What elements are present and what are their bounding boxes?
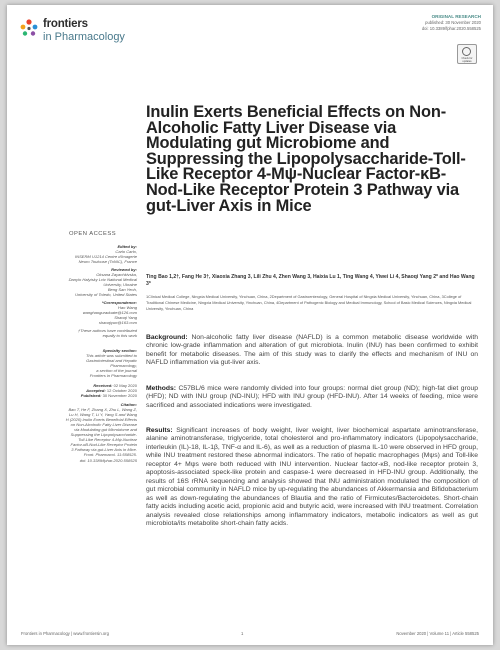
- methods-label: Methods:: [146, 385, 176, 392]
- footer-volume: November 2020 | Volume 11 | Article 558525: [396, 631, 479, 636]
- results-text: Significant increases of body weight, liver weight, liver biochemical aspartate aminotransferase, alanine aminotransferase, triglyceride, total cholesterol and pro-inflammatory indicators (Lipopolysaccharide, interleukin (IL)-18, IL-1β, TNF-α and IL-6), as well as a reduction of plasma IL-10 were observed in HFD group, while INU treatment restored these abnormal indicators. The ratio of hepatic macrophages (Mψs) and Toll-like receptor 4+ Mψs were both reduced with INU intervention. Nuclear factor-κB, nod-like receptor protein 3, apoptosis-associated speck-like protein and caspase-1 were decreased in HFD-INU group. Additionally, the results of 16S rRNA sequencing and analysis showed that INU administration modulated the composition of gut microbial community in NAFLD mice by up-regulating the abundances of Akkermansia and Bifidobacterium as well as down-regulating the abundances of Blautia and the ratio of Firmicutes/Bacteroidetes. Short-chain fatty acids including acetic acid, propionic acid and butyric acid, were increased with INU treatment. Correlation analysis revealed close relationships among inflammatory indicators, metabolic indicators as well as gut microbiota/its metabolite short-chain fatty acids.: [146, 427, 478, 527]
- reviewed-by-label: Reviewed by:: [111, 267, 137, 272]
- editor-line: Neuro Toulouse (ToNIC), France: [78, 259, 137, 265]
- correspondence-name: Shaoqi Yang: [114, 315, 137, 321]
- abstract-results: [146, 427, 478, 528]
- citation-line: 3 Pathway via gut-Liver Axis in Mice.: [71, 447, 137, 453]
- article-title: Inulin Exerts Beneficial Effects on Non-Alcoholic Fatty Liver Disease via Modulating gut Microbiome and Suppressing the Lipopolysaccharide-Toll-Like Receptor 4-Mψ-Nuclear Factor-κB-Nod-Like Receptor Protein 3 Pathway via gut-Liver Axis in Mice: [146, 103, 466, 215]
- frontiers-logo-icon: [19, 18, 39, 38]
- citation-line: Bao T, He F, Zhang X, Zhu L, Wang Z,: [68, 407, 137, 413]
- accepted-date: 12 October 2020: [106, 388, 137, 394]
- reviewer-line: Beng San Yeoh,: [107, 287, 137, 293]
- citation-line: on Non-Alcoholic Fatty Liver Disease: [70, 422, 137, 428]
- equal-contribution-note: [19, 328, 137, 338]
- correspondence-name: Hao Wang: [117, 305, 137, 311]
- footer-journal[interactable]: Frontiers in Pharmacology | www.frontiersin.org: [21, 631, 109, 636]
- update-icon: [462, 47, 471, 56]
- article-page: [7, 5, 493, 645]
- editor-line: Carlo Carlo,: [115, 249, 137, 255]
- specialty-line: Gastrointestinal and Hepatic: [86, 358, 137, 364]
- background-text: Non-alcoholic fatty liver disease (NAFLD) is a common metabolic disease worldwide with chronic low-grade inflammation and alteration of gut microbiota. Inulin (INU) has been confirmed to exhibit benefit for metabolic diseases. The aim of this study was to clarify the effects and mechanism of INU on NAFLD inflammation via gut-liver axis.: [146, 334, 478, 367]
- frontiers-logo[interactable]: [19, 16, 139, 50]
- note-line: equally to this work: [102, 333, 137, 339]
- abstract-background: [146, 334, 478, 368]
- author-list: Ting Bao 1,2†, Fang He 3†, Xiaoxia Zhang 3, Lili Zhu 4, Zhen Wang 3, Haixia Lu 1, Ting Wang 4, Yiwei Li 4, Shaoqi Yang 2* and Hao Wang 3*: [146, 274, 475, 287]
- citation-line: Toll-Like Receptor 4-Mψ-Nuclear: [78, 437, 137, 443]
- specialty-line: a section of the journal: [96, 368, 137, 374]
- background-label: Background:: [146, 334, 188, 341]
- reviewed-by: [19, 267, 137, 297]
- reviewer-line: Danylo Halytsky Lviv National Medical: [68, 277, 137, 283]
- citation-line: via Modulating gut Microbiome and: [74, 427, 137, 433]
- check-for-updates-badge[interactable]: [457, 44, 477, 64]
- reviewer-line: University, Ukraine: [103, 282, 137, 288]
- specialty-line: Frontiers in Pharmacology: [89, 373, 137, 379]
- page-number: 1: [241, 631, 244, 636]
- journal-name: in Pharmacology: [43, 31, 125, 43]
- correspondence-email[interactable]: wanghaoguraduate@126.com: [82, 310, 137, 316]
- received-label: Received:: [93, 383, 113, 388]
- open-access-label: OPEN ACCESS: [69, 231, 117, 237]
- specialty-line: Pharmacology,: [110, 363, 137, 369]
- citation-line: Front. Pharmacol. 11:558525.: [83, 452, 137, 458]
- methods-text: C57BL/6 mice were randomly divided into four groups: normal diet group (ND); high-fat diet group (HFD); ND with INU group (ND-INU); HFD with INU group (HFD-INU). After 14 weeks of feeding, mice were sacrificed and associated indications were investigated.: [146, 385, 478, 409]
- doi[interactable]: doi: 10.3389/fphar.2020.558525: [421, 26, 481, 31]
- citation-line: H (2020) Inulin Exerts Beneficial Effects: [65, 417, 137, 423]
- citation-doi[interactable]: doi: 10.3389/fphar.2020.558525: [79, 457, 137, 463]
- abstract-methods: [146, 385, 478, 410]
- citation-label: Citation:: [120, 402, 137, 407]
- article-meta: [422, 14, 481, 32]
- published-row: [19, 393, 137, 398]
- reviewer-line: University of Toledo, United States: [75, 292, 137, 298]
- note-line: †These authors have contributed: [77, 328, 137, 333]
- editor-line: INSERM U1214 Centre d'Imagerie: [75, 254, 137, 260]
- citation-line: Factor-κB-Nod-Like Receptor Protein: [70, 442, 137, 448]
- citation: [19, 402, 137, 463]
- article-dates: [19, 383, 137, 398]
- correspondence-label: *Correspondence:: [101, 300, 137, 305]
- edited-by-label: Edited by:: [117, 244, 137, 249]
- correspondence: [19, 300, 137, 325]
- affiliations: 1Clinical Medical College, Ningxia Medical University, Yinchuan, China, 2Department of Gastroenterology, General Hospital of Ningxia Medical University, Yinchuan, China, 3College of Traditional Chinese Medicine, Ningxia Medical University, Yinchuan, China, 4Department of Pathogenic Biology and Medical Immunology, School of Basic Medical Sciences, Ningxia Medical University, Yinchuan, China: [146, 294, 472, 311]
- edited-by: [19, 244, 137, 264]
- published-date: 30 November 2020: [102, 393, 137, 399]
- specialty-line: This article was submitted to: [85, 353, 137, 359]
- reviewer-line: Oksana Zayachkivska,: [96, 272, 137, 278]
- correspondence-email[interactable]: shaoqiyun@163.com: [98, 320, 137, 326]
- citation-line: Lu H, Wang T, Li Y, Yang S and Wang: [69, 412, 137, 418]
- citation-line: Suppressing the Lipopolysaccharide-: [70, 432, 137, 438]
- published-label: Published:: [80, 393, 102, 399]
- article-type: ORIGINAL RESEARCH: [431, 14, 481, 19]
- brand-name: frontiers: [43, 18, 88, 30]
- update-label: Check for updates: [461, 57, 473, 63]
- received-date: 02 May 2020: [113, 383, 137, 388]
- accepted-label: Accepted:: [86, 388, 106, 394]
- publish-date: published: 30 November 2020: [425, 20, 481, 25]
- specialty-label: Specialty section:: [102, 348, 137, 353]
- specialty-section: [19, 348, 137, 378]
- results-label: Results:: [146, 427, 173, 434]
